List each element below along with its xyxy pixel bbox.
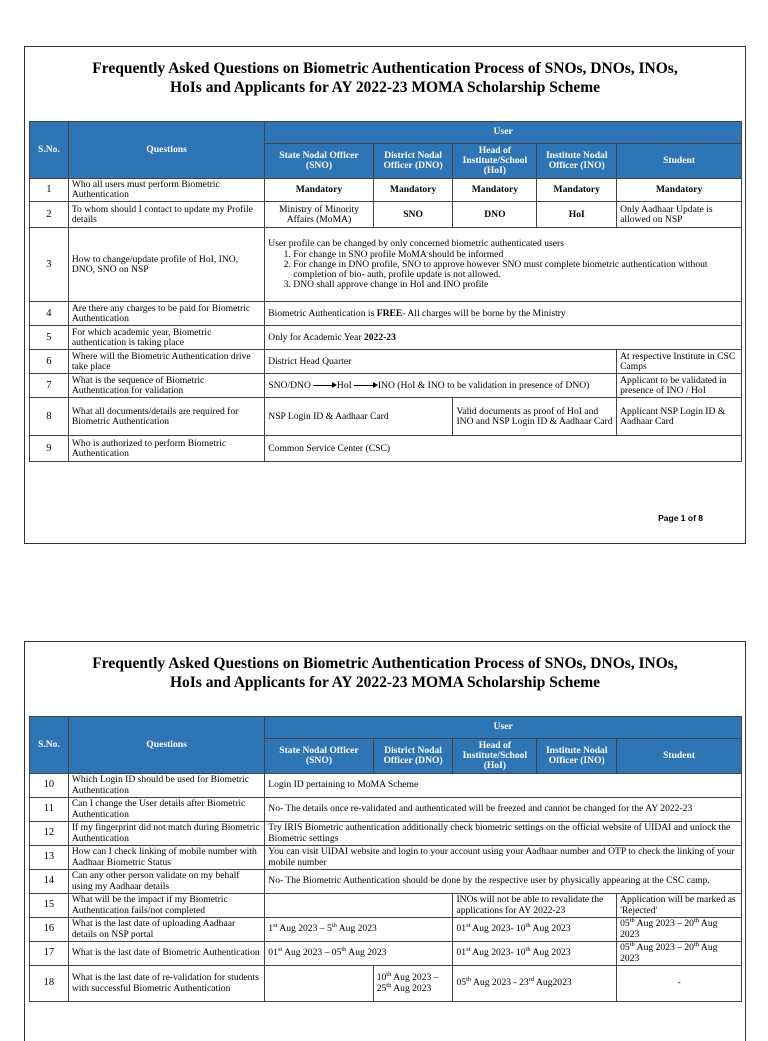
table-row: 12 If my fingerprint did not match during Biometric Authentication Try IRIS Biometric authentication additionally check biometric settings on the official website of UIDAI and unlock the Biometric settings [30,822,742,846]
table-header-row [30,122,742,144]
table-row: 5 For which academic year, Biometric authentication is taking place Only for Academic Year 2022-23 [30,326,742,350]
hoi-col-header: Head of Institute/School (HoI) [453,144,537,179]
table-row: 2 To whom should I contact to update my Profile details Ministry of Minority Affairs (MoMA) SNO DNO HoI Only Aadhaar Update is allowed on NSP [30,202,742,228]
table-row: 15 What will be the impact if my Biometric Authentication fails/not completed INOs will not be able to revalidate the applications for AY 2022-23 Application will be marked as 'Rejected' [30,894,742,918]
ino-col-header: Institute Nodal Officer (INO) [537,144,617,179]
table-row: 16 What is the last date of uploading Aadhaar details on NSP portal 1st Aug 2023 – 5th Aug 2023 01st Aug 2023- 10th Aug 2023 05th Aug 2023 – 20th Aug 2023 [30,918,742,942]
page-title: Frequently Asked Questions on Biometric Authentication Process of SNOs, DNOs, INOs, HoIs and Applicants for AY 2022-23 MOMA Scholarship Scheme [92,60,678,96]
questions-header: Questions [68,122,264,179]
hoi-col-header: Head of Institute/School (HoI) [453,739,537,774]
sno-col-header: State Nodal Officer (SNO) [265,739,373,774]
page-title: Frequently Asked Questions on Biometric Authentication Process of SNOs, DNOs, INOs, HoIs and Applicants for AY 2022-23 MOMA Scholarship Scheme [92,655,678,691]
page-number: Page 1 of 8 [658,513,703,523]
table-row: 11 Can I change the User details after Biometric Authentication No- The details once re-validated and authenticated will be freezed and cannot be changed for the AY 2022-23 [30,798,742,822]
table-row: 4 Are there any charges to be paid for Biometric Authentication Biometric Authentication is FREE- All charges will be borne by the Ministry [30,302,742,326]
dno-col-header: District Nodal Officer (DNO) [373,144,453,179]
table-row: 17 What is the last date of Biometric Authentication 01st Aug 2023 – 05th Aug 2023 01st Aug 2023- 10th Aug 2023 05th Aug 2023 – 20th Aug 2023 [30,942,742,966]
arrow-right-icon [354,385,376,386]
table-row: 13 How can I check linking of mobile number with Aadhaar Biometric Status You can visit UIDAI website and login to your account using your Aadhaar number and OTP to check the linking of your mobile number [30,846,742,870]
table-row: 6 Where will the Biometric Authentication drive take place District Head Quarter At respective Institute in CSC Camps [30,350,742,374]
table-header-row [30,717,742,739]
student-col-header: Student [617,144,742,179]
document-page-2 [24,641,746,1041]
questions-header: Questions [68,717,264,774]
table-row: 1 Who all users must perform Biometric Authentication Mandatory Mandatory Mandatory Mandatory Mandatory [30,179,742,202]
faq-table [29,121,742,462]
ino-col-header: Institute Nodal Officer (INO) [537,739,617,774]
table-row: 10 Which Login ID should be used for Biometric Authentication Login ID pertaining to MoMA Scheme [30,774,742,798]
user-header: User [265,717,742,739]
table-row: 8 What all documents/details are required for Biometric Authentication NSP Login ID & Aadhaar Card Valid documents as proof of HoI and INO and NSP Login ID & Aadhaar Card Applicant NSP Login ID & Aadhaar Card [30,398,742,436]
table-row: 14 Can any other person validate on my behalf using my Aadhaar details No- The Biometric Authentication should be done by the respective user by physically appearing at the CSC camp. [30,870,742,894]
table-row: 18 What is the last date of re-validation for students with successful Biometric Authentication 10th Aug 2023 – 25th Aug 2023 05th Aug 2023 - 23rd Aug2023 - [30,966,742,1002]
user-header: User [265,122,742,144]
faq-table [29,716,742,1002]
sno-header: S.No. [30,717,69,774]
profile-change-list: 1. For change in SNO profile MoMA should be informed 2. For change in DNO profile, SNO to approve however SNO must complete biometric authentication without completion of bio- auth, profile update is not allowed. 3. DNO shall approve change in HoI and INO profile [268,250,738,291]
dno-col-header: District Nodal Officer (DNO) [373,739,453,774]
table-row: 7 What is the sequence of Biometric Authentication for validation SNO/DNO HoI INO (HoI & INO to be validation in presence of DNO) Applicant to be validated in presence of INO / HoI [30,374,742,398]
document-page-1 [24,46,746,544]
student-col-header: Student [617,739,742,774]
table-row: 3 How to change/update profile of HoI, INO, DNO, SNO on NSP User profile can be changed by only concerned biometric authenticated users 1. For change in SNO profile MoMA should be informed 2. For change in DNO profile, SNO to approve however SNO must complete biometric authentication without completion of bio- auth, profile update is not allowed. 3. DNO shall approve change in HoI and INO profile [30,228,742,302]
table-row: 9 Who is authorized to perform Biometric Authentication Common Service Center (CSC) [30,436,742,462]
sno-header: S.No. [30,122,69,179]
sno-col-header: State Nodal Officer (SNO) [265,144,373,179]
arrow-right-icon [313,385,335,386]
